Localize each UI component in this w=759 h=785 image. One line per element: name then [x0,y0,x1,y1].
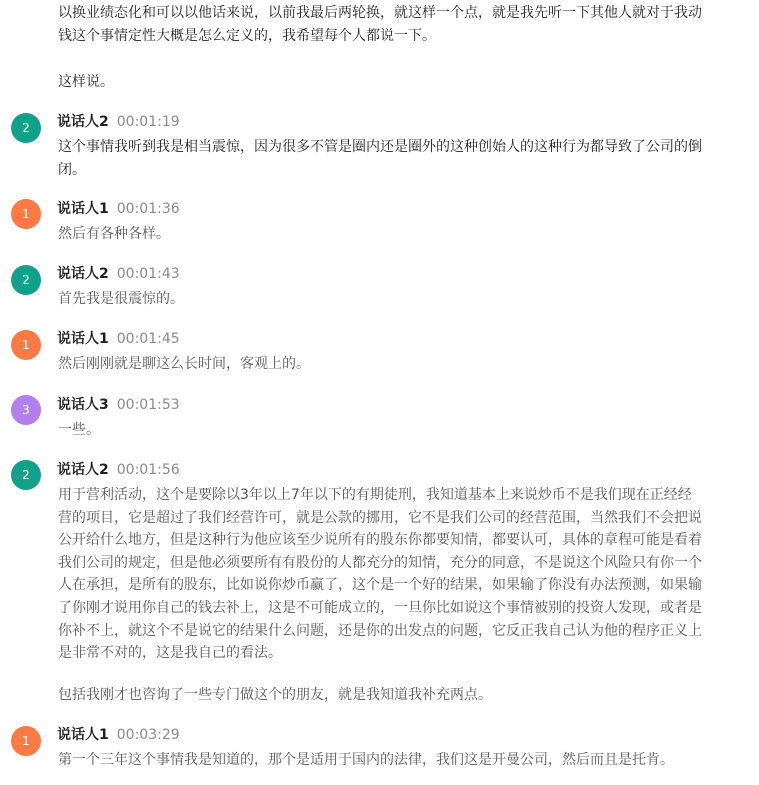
speaker-name[interactable]: 说话人2 [57,114,109,130]
entry-meta [57,726,180,744]
speaker-name[interactable]: 说话人2 [57,462,109,478]
entry-meta [57,461,180,479]
entry-text: 然后刚刚就是聊这么长时间，客观上的。 [58,356,310,372]
speaker-avatar[interactable]: 1 [11,726,41,756]
entry-text: 首先我是很震惊的。 [58,291,184,307]
speaker-avatar[interactable]: 2 [11,265,41,295]
speaker-name[interactable]: 说话人3 [57,397,109,413]
timestamp[interactable]: 00:03:29 [116,727,180,743]
speaker-name[interactable]: 说话人2 [57,266,109,282]
entry-meta [57,265,180,283]
intro-paragraph: 以换业绩态化和可以以他话来说，以前我最后两轮换，就这样一个点，就是我先听一下其他人就对于我动钱这个事情定性大概是怎么定义的，我希望每个人都说一下。 [58,5,702,44]
timestamp[interactable]: 00:01:19 [116,114,180,130]
entry-text: 然后有各种各样。 [58,226,170,242]
entry-meta [57,330,180,348]
entry-meta [57,113,180,131]
entry-text: 第一个三年这个事情我是知道的，那个是适用于国内的法律，我们这是开曼公司，然后而且是托肯。 [58,752,674,768]
timestamp[interactable]: 00:01:43 [116,266,180,282]
intro-paragraph-2: 这样说。 [58,74,114,90]
speaker-avatar[interactable]: 1 [11,330,41,360]
speaker-avatar[interactable]: 3 [11,395,41,425]
speaker-name[interactable]: 说话人1 [57,331,109,347]
timestamp[interactable]: 00:01:36 [116,201,180,217]
entry-meta [57,396,180,414]
entry-meta [57,200,180,218]
speaker-avatar[interactable]: 2 [11,460,41,490]
speaker-name[interactable]: 说话人1 [57,727,109,743]
timestamp[interactable]: 00:01:56 [116,462,180,478]
timestamp[interactable]: 00:01:45 [116,331,180,347]
entry-text: 用于营利活动，这个是要除以3年以上7年以下的有期徒刑，我知道基本上来说炒币不是我们现在正经经营的项目，它是超过了我们经营许可，就是公款的挪用，它不是我们公司的经营范围，当然我们不会把说公开给什么地方，但是这种行为他应该至少说所有的股东你都要知情，都要认可，具体的章程可能是看着我们公司的规定，但是他必须要所有有股份的人都充分的知情，充分的同意，不是说这个风险只有你一个人在承担，是所有的股东，比如说你炒币赢了，这个是一个好的结果，如果输了你没有办法预测，如果输了你刚才说用你自己的钱去补上，这是不可能成立的，一旦你比如说这个事情被别的投资人发现，或者是你补不上，就这个不是说它的结果什么问题，还是你的出发点的问题，它反正我自己认为他的程序正义上是非常不对的，这是我自己的看法。 [58,487,702,662]
entry-text: 这个事情我听到我是相当震惊，因为很多不管是圈内还是圈外的这种创始人的这种行为都导致了公司的倒闭。 [58,139,702,178]
entry-text: 一些。 [58,422,100,438]
speaker-avatar[interactable]: 1 [11,199,41,229]
timestamp[interactable]: 00:01:53 [116,397,180,413]
entry-text-continued: 包括我刚才也咨询了一些专门做这个的朋友，就是我知道我补充两点。 [58,687,492,703]
speaker-name[interactable]: 说话人1 [57,201,109,217]
speaker-avatar[interactable]: 2 [11,113,41,143]
